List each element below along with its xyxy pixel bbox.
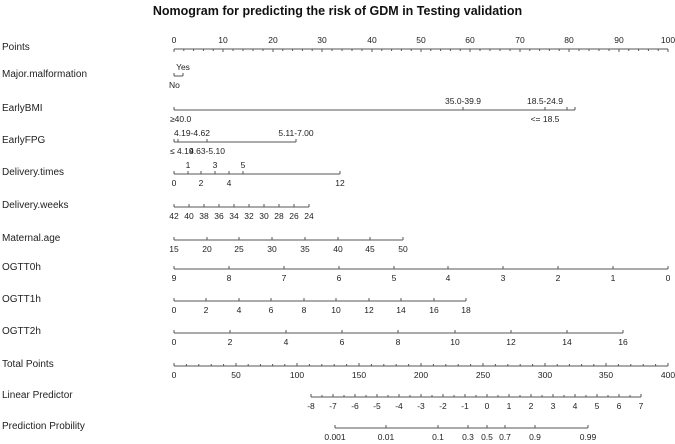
tick-label: 5	[240, 160, 246, 170]
tick-label: -1	[461, 401, 469, 411]
row-label-linear-predictor: Linear Predictor	[2, 390, 73, 401]
tick-label: 2	[227, 337, 233, 347]
tick-label: <= 18.5	[530, 114, 560, 124]
tick-label: 2	[198, 178, 204, 188]
tick-label: 6	[336, 273, 342, 283]
tick-label: 8	[226, 273, 232, 283]
tick-label: 20	[268, 35, 278, 45]
tick-label: 12	[335, 178, 345, 188]
tick-label: 0	[171, 370, 177, 380]
tick-label: -3	[417, 401, 425, 411]
tick-label: 400	[660, 370, 675, 380]
tick-label: 0.001	[324, 432, 346, 442]
tick-label: 0.5	[481, 432, 493, 442]
tick-label: 42	[169, 211, 179, 221]
tick-label: 150	[351, 370, 367, 380]
tick-label: 18	[461, 305, 471, 315]
tick-label: 0	[171, 35, 177, 45]
tick-label: 4	[236, 305, 242, 315]
tick-label: 6	[268, 305, 274, 315]
tick-label: 70	[515, 35, 525, 45]
tick-label: 8	[301, 305, 307, 315]
row-label-points: Points	[2, 42, 30, 53]
tick-label: 10	[450, 337, 460, 347]
tick-label: ≥40.0	[170, 114, 192, 124]
tick-label: -2	[439, 401, 447, 411]
tick-label: 300	[537, 370, 553, 380]
tick-label: 5.11-7.00	[278, 128, 314, 138]
tick-label: 10	[218, 35, 228, 45]
tick-label: 0.3	[462, 432, 474, 442]
tick-label: 28	[274, 211, 284, 221]
row-label-maternal-age: Maternal.age	[2, 233, 61, 244]
tick-label: -8	[307, 401, 315, 411]
tick-label: -6	[351, 401, 359, 411]
tick-label: 2	[528, 401, 534, 411]
tick-label: 36	[214, 211, 224, 221]
tick-label: 0.01	[377, 432, 395, 442]
row-label-total-points: Total Points	[2, 359, 54, 370]
tick-label: 4	[572, 401, 578, 411]
tick-label: ≤ 4.19	[170, 146, 194, 156]
row-label-ogtt0h: OGTT0h	[2, 262, 41, 273]
tick-label: No	[169, 80, 180, 90]
tick-label: 50	[231, 370, 241, 380]
row-label-major-malformation: Major.malformation	[2, 69, 88, 80]
tick-label: 350	[598, 370, 614, 380]
tick-label: 30	[267, 244, 277, 254]
tick-label: 0	[171, 337, 177, 347]
tick-label: 250	[475, 370, 491, 380]
tick-label: 3	[550, 401, 556, 411]
tick-label: 10	[331, 305, 341, 315]
tick-label: 0	[171, 305, 177, 315]
tick-label: 16	[618, 337, 628, 347]
tick-label: 100	[289, 370, 305, 380]
tick-label: 0.7	[499, 432, 511, 442]
row-label-earlyfpg: EarlyFPG	[2, 135, 46, 146]
tick-label: 90	[614, 35, 624, 45]
tick-label: -4	[395, 401, 403, 411]
tick-label: 25	[234, 244, 244, 254]
tick-label: 3	[500, 273, 506, 283]
tick-label: 200	[413, 370, 429, 380]
row-label-ogtt1h: OGTT1h	[2, 294, 41, 305]
tick-label: Yes	[176, 62, 190, 72]
tick-label: 1	[506, 401, 512, 411]
tick-label: -7	[329, 401, 337, 411]
tick-label: 7	[638, 401, 644, 411]
tick-label: 40	[367, 35, 377, 45]
tick-label: 6	[339, 337, 345, 347]
tick-label: 8	[395, 337, 401, 347]
tick-label: 4	[226, 178, 232, 188]
tick-label: 4.63-5.10	[189, 146, 225, 156]
tick-label: 4	[445, 273, 451, 283]
tick-label: 32	[244, 211, 254, 221]
tick-label: 50	[416, 35, 426, 45]
tick-label: 1	[185, 160, 191, 170]
row-label-delivery-weeks: Delivery.weeks	[2, 200, 69, 211]
tick-label: 0	[484, 401, 490, 411]
tick-label: 9	[171, 273, 177, 283]
tick-label: 6	[616, 401, 622, 411]
tick-label: 45	[365, 244, 375, 254]
tick-label: 35.0-39.9	[445, 96, 481, 106]
tick-label: 0	[171, 178, 177, 188]
row-label-ogtt2h: OGTT2h	[2, 326, 41, 337]
tick-label: 5	[594, 401, 600, 411]
tick-label: 38	[199, 211, 209, 221]
tick-label: 16	[429, 305, 439, 315]
tick-label: 2	[203, 305, 209, 315]
tick-label: 4.19-4.62	[174, 128, 210, 138]
tick-label: 7	[281, 273, 287, 283]
tick-label: 26	[289, 211, 299, 221]
tick-label: 5	[391, 273, 397, 283]
tick-label: 18.5-24.9	[527, 96, 563, 106]
tick-label: 40	[184, 211, 194, 221]
tick-label: 15	[169, 244, 179, 254]
chart-title: Nomogram for predicting the risk of GDM in Testing validation	[152, 4, 523, 18]
tick-label: 0.9	[529, 432, 541, 442]
tick-label: 3	[212, 160, 218, 170]
tick-label: 2	[555, 273, 561, 283]
tick-label: 30	[259, 211, 269, 221]
tick-label: 40	[333, 244, 343, 254]
tick-label: 14	[562, 337, 572, 347]
tick-label: 12	[506, 337, 516, 347]
tick-label: 0	[665, 273, 671, 283]
tick-label: 35	[300, 244, 310, 254]
tick-label: 4	[283, 337, 289, 347]
tick-label: 12	[364, 305, 374, 315]
tick-label: 24	[304, 211, 314, 221]
tick-label: 50	[398, 244, 408, 254]
row-label-delivery-times: Delivery.times	[2, 167, 65, 178]
row-label-prediction-probility: Prediction Probility	[2, 421, 85, 432]
tick-label: 100	[660, 35, 675, 45]
tick-label: 0.99	[579, 432, 597, 442]
tick-label: 20	[202, 244, 212, 254]
tick-label: 0.1	[432, 432, 444, 442]
tick-label: 34	[229, 211, 239, 221]
tick-label: 1	[610, 273, 616, 283]
tick-label: 60	[465, 35, 475, 45]
row-label-earlybmi: EarlyBMI	[2, 103, 43, 114]
tick-label: 14	[396, 305, 406, 315]
tick-label: -5	[373, 401, 381, 411]
tick-label: 80	[564, 35, 574, 45]
tick-label: 30	[317, 35, 327, 45]
